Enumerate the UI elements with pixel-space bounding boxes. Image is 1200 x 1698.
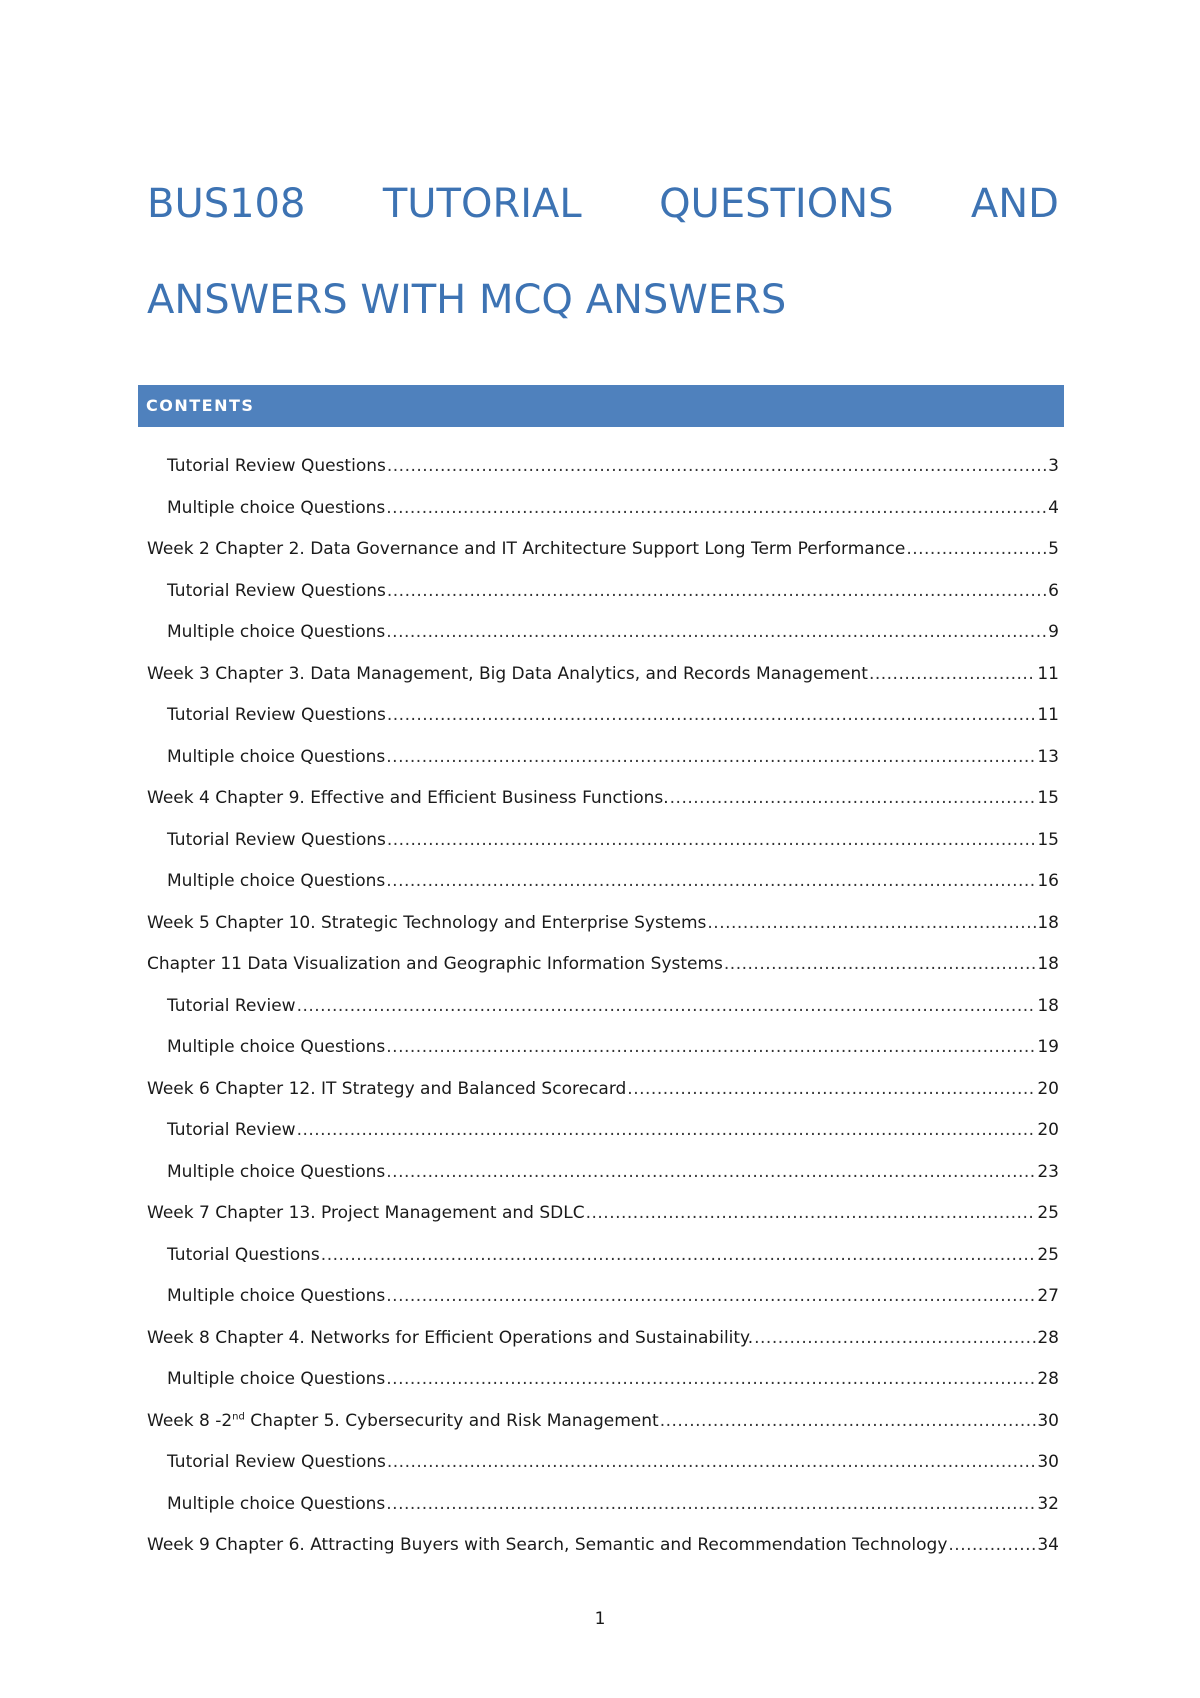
- toc-entry-title-text: Tutorial Review Questions: [167, 829, 386, 850]
- toc-entry-title: [167, 986, 296, 1028]
- toc-dot-leader: [948, 1525, 1036, 1567]
- toc-entry-title-text: Chapter 11 Data Visualization and Geographic Information Systems: [147, 954, 723, 974]
- toc-entry-title-text: Week 3 Chapter 3. Data Management, Big Data Analytics, and Records Management: [147, 663, 868, 684]
- toc-entry-page-number: 11: [1037, 705, 1059, 725]
- toc-entry-page-number: 34: [1037, 1535, 1059, 1555]
- toc-entry-title-text: Tutorial Review Questions: [167, 456, 386, 476]
- toc-entry-page-number: 18: [1037, 912, 1059, 933]
- toc-dot-leader: [386, 1152, 1036, 1194]
- toc-entry[interactable]: [147, 1359, 1059, 1401]
- toc-entry[interactable]: [147, 612, 1059, 654]
- toc-entry-title-text: Tutorial Review Questions: [167, 705, 386, 725]
- toc-entry[interactable]: [147, 1484, 1059, 1526]
- toc-entry[interactable]: [147, 737, 1059, 779]
- toc-entry-title: [167, 612, 385, 654]
- toc-entry[interactable]: [147, 1442, 1059, 1484]
- toc-entry[interactable]: [147, 1110, 1059, 1152]
- toc-entry-page-number: 15: [1037, 788, 1059, 808]
- toc-entry-page-number: 28: [1037, 1327, 1059, 1348]
- toc-dot-leader: [387, 695, 1037, 737]
- toc-entry-page-number: 23: [1037, 1161, 1059, 1182]
- toc-entry-title-text: Multiple choice Questions: [167, 1369, 386, 1389]
- toc-entry-title-text: Week 4 Chapter 9. Effective and Efficient Business Functions.: [147, 788, 669, 808]
- toc-dot-leader: [724, 944, 1036, 986]
- toc-entry-title: [147, 1318, 753, 1360]
- toc-dot-leader: [707, 903, 1036, 945]
- toc-entry-title: [167, 695, 386, 737]
- toc-entry-title-text: Multiple choice Questions: [167, 497, 386, 518]
- toc-dot-leader: [387, 571, 1047, 613]
- toc-dot-leader: [386, 1484, 1036, 1526]
- toc-entry[interactable]: [147, 488, 1059, 530]
- toc-entry[interactable]: [147, 1069, 1059, 1111]
- toc-dot-leader: [906, 529, 1047, 571]
- toc-entry[interactable]: [147, 820, 1059, 862]
- toc-entry-title-text: Multiple choice Questions: [167, 1161, 386, 1182]
- toc-dot-leader: [387, 1442, 1037, 1484]
- toc-entry-title: [167, 488, 385, 530]
- toc-entry[interactable]: [147, 944, 1059, 986]
- toc-entry-title: [147, 1401, 659, 1443]
- toc-entry-page-number: 20: [1037, 1120, 1059, 1140]
- toc-dot-leader: [321, 1235, 1037, 1277]
- toc-dot-leader: [386, 488, 1047, 530]
- toc-entry-title: [147, 903, 706, 945]
- toc-entry[interactable]: [147, 986, 1059, 1028]
- toc-entry-title: [147, 654, 868, 696]
- toc-entry[interactable]: [147, 695, 1059, 737]
- toc-dot-leader: [386, 861, 1036, 903]
- toc-entry-page-number: 15: [1037, 829, 1059, 850]
- toc-entry[interactable]: [147, 1193, 1059, 1235]
- toc-entry-title: [147, 1069, 626, 1111]
- toc-entry-page-number: 28: [1037, 1369, 1059, 1389]
- title-word: BUS108: [147, 181, 306, 227]
- toc-entry-title: [167, 1152, 385, 1194]
- toc-entry[interactable]: [147, 529, 1059, 571]
- toc-entry[interactable]: [147, 778, 1059, 820]
- toc-entry[interactable]: [147, 903, 1059, 945]
- toc-entry-page-number: 30: [1037, 1452, 1059, 1472]
- toc-dot-leader: [386, 737, 1036, 779]
- toc-entry-title-text: Week 5 Chapter 10. Strategic Technology and Enterprise Systems: [147, 912, 707, 933]
- toc-entry-page-number: 11: [1037, 663, 1059, 684]
- document-title-line-1: [147, 180, 1059, 228]
- toc-dot-leader: [297, 1110, 1037, 1152]
- toc-entry[interactable]: [147, 1027, 1059, 1069]
- toc-entry-title-text: Tutorial Review: [167, 1120, 296, 1140]
- toc-entry-title-text: Week 2 Chapter 2. Data Governance and IT Architecture Support Long Term Performance: [147, 539, 906, 559]
- toc-entry-page-number: 4: [1048, 497, 1059, 518]
- toc-entry[interactable]: [147, 1276, 1059, 1318]
- toc-entry-page-number: 20: [1037, 1078, 1059, 1099]
- toc-dot-leader: [386, 612, 1047, 654]
- toc-entry-page-number: 9: [1048, 622, 1059, 642]
- toc-entry-title: [147, 529, 905, 571]
- toc-entry-page-number: 30: [1037, 1410, 1059, 1431]
- toc-dot-leader: [660, 1401, 1037, 1443]
- toc-entry[interactable]: [147, 1152, 1059, 1194]
- page-number: 1: [594, 1609, 606, 1629]
- toc-dot-leader: [386, 1276, 1036, 1318]
- toc-entry-superscript: nd: [232, 1410, 245, 1422]
- toc-entry[interactable]: [147, 1525, 1059, 1567]
- table-of-contents: [147, 446, 1059, 1567]
- title-word: AND: [970, 181, 1059, 227]
- toc-dot-leader: [754, 1318, 1036, 1360]
- toc-entry-title: [167, 571, 386, 613]
- toc-dot-leader: [670, 778, 1037, 820]
- toc-entry-page-number: 18: [1037, 995, 1059, 1016]
- toc-entry-title-text: Week 8 Chapter 4. Networks for Efficient Operations and Sustainability.: [147, 1327, 754, 1348]
- toc-dot-leader: [386, 1359, 1036, 1401]
- toc-entry-title-text: Week 7 Chapter 13. Project Management and SDLC: [147, 1203, 585, 1223]
- toc-entry-title: [167, 1442, 386, 1484]
- toc-entry-page-number: 25: [1037, 1203, 1059, 1223]
- toc-entry-title: [147, 1525, 947, 1567]
- title-word: QUESTIONS: [659, 181, 894, 227]
- toc-entry-page-number: 18: [1037, 954, 1059, 974]
- toc-entry-title-text: Week 9 Chapter 6. Attracting Buyers with Search, Semantic and Recommendation Technology: [147, 1535, 948, 1555]
- toc-dot-leader: [387, 446, 1047, 488]
- toc-entry-title: [167, 737, 385, 779]
- toc-entry-title: [167, 820, 386, 862]
- toc-entry-title-text: Chapter 5. Cybersecurity and Risk Management: [244, 1410, 659, 1431]
- toc-entry-title: [167, 1027, 385, 1069]
- toc-entry-title-text: Multiple choice Questions: [167, 1037, 386, 1057]
- toc-entry-page-number: 27: [1037, 1286, 1059, 1306]
- toc-entry-title-text: Tutorial Review Questions: [167, 580, 386, 601]
- toc-entry-page-number: 5: [1048, 539, 1059, 559]
- toc-dot-leader: [386, 1027, 1036, 1069]
- toc-entry-title-text: Multiple choice Questions: [167, 871, 386, 891]
- toc-entry-page-number: 13: [1037, 746, 1059, 767]
- toc-entry-title-text: Tutorial Review Questions: [167, 1452, 386, 1472]
- toc-entry-title: [167, 1235, 320, 1277]
- toc-entry-title-text: Multiple choice Questions: [167, 746, 386, 767]
- toc-dot-leader: [586, 1193, 1037, 1235]
- toc-entry-title: [147, 944, 723, 986]
- document-title-line-2: ANSWERS WITH MCQ ANSWERS: [147, 277, 787, 323]
- toc-entry-title: [167, 1276, 385, 1318]
- toc-entry-title: [147, 1193, 585, 1235]
- toc-entry[interactable]: [147, 1401, 1059, 1443]
- toc-entry[interactable]: [147, 861, 1059, 903]
- toc-entry-page-number: 16: [1037, 871, 1059, 891]
- toc-entry-page-number: 19: [1037, 1037, 1059, 1057]
- toc-entry-title-text: Tutorial Review: [167, 995, 296, 1016]
- toc-entry-page-number: 3: [1048, 456, 1059, 476]
- toc-entry-title-text: Week 6 Chapter 12. IT Strategy and Balanced Scorecard: [147, 1078, 627, 1099]
- toc-dot-leader: [627, 1069, 1036, 1111]
- toc-entry[interactable]: [147, 571, 1059, 613]
- toc-entry-page-number: 32: [1037, 1493, 1059, 1514]
- toc-entry-page-number: 25: [1037, 1244, 1059, 1265]
- toc-entry-title: [147, 778, 669, 820]
- toc-entry-title: [167, 1359, 385, 1401]
- toc-entry[interactable]: [147, 1235, 1059, 1277]
- toc-entry-title-text: Week 8 -2: [147, 1410, 233, 1431]
- toc-entry[interactable]: [147, 654, 1059, 696]
- toc-entry-title-text: Multiple choice Questions: [167, 1286, 386, 1306]
- toc-entry-title-text: Tutorial Questions: [167, 1244, 320, 1265]
- contents-heading: CONTENTS: [138, 385, 1064, 427]
- toc-entry-title-text: Multiple choice Questions: [167, 622, 386, 642]
- title-word: TUTORIAL: [382, 181, 582, 227]
- toc-entry-page-number: 6: [1048, 580, 1059, 601]
- toc-entry[interactable]: [147, 446, 1059, 488]
- toc-entry-title: [167, 1484, 385, 1526]
- toc-dot-leader: [297, 986, 1037, 1028]
- toc-entry[interactable]: [147, 1318, 1059, 1360]
- toc-entry-title: [167, 1110, 296, 1152]
- toc-entry-title: [167, 861, 385, 903]
- toc-entry-title: [167, 446, 386, 488]
- toc-dot-leader: [869, 654, 1036, 696]
- toc-entry-title-text: Multiple choice Questions: [167, 1493, 386, 1514]
- toc-dot-leader: [387, 820, 1037, 862]
